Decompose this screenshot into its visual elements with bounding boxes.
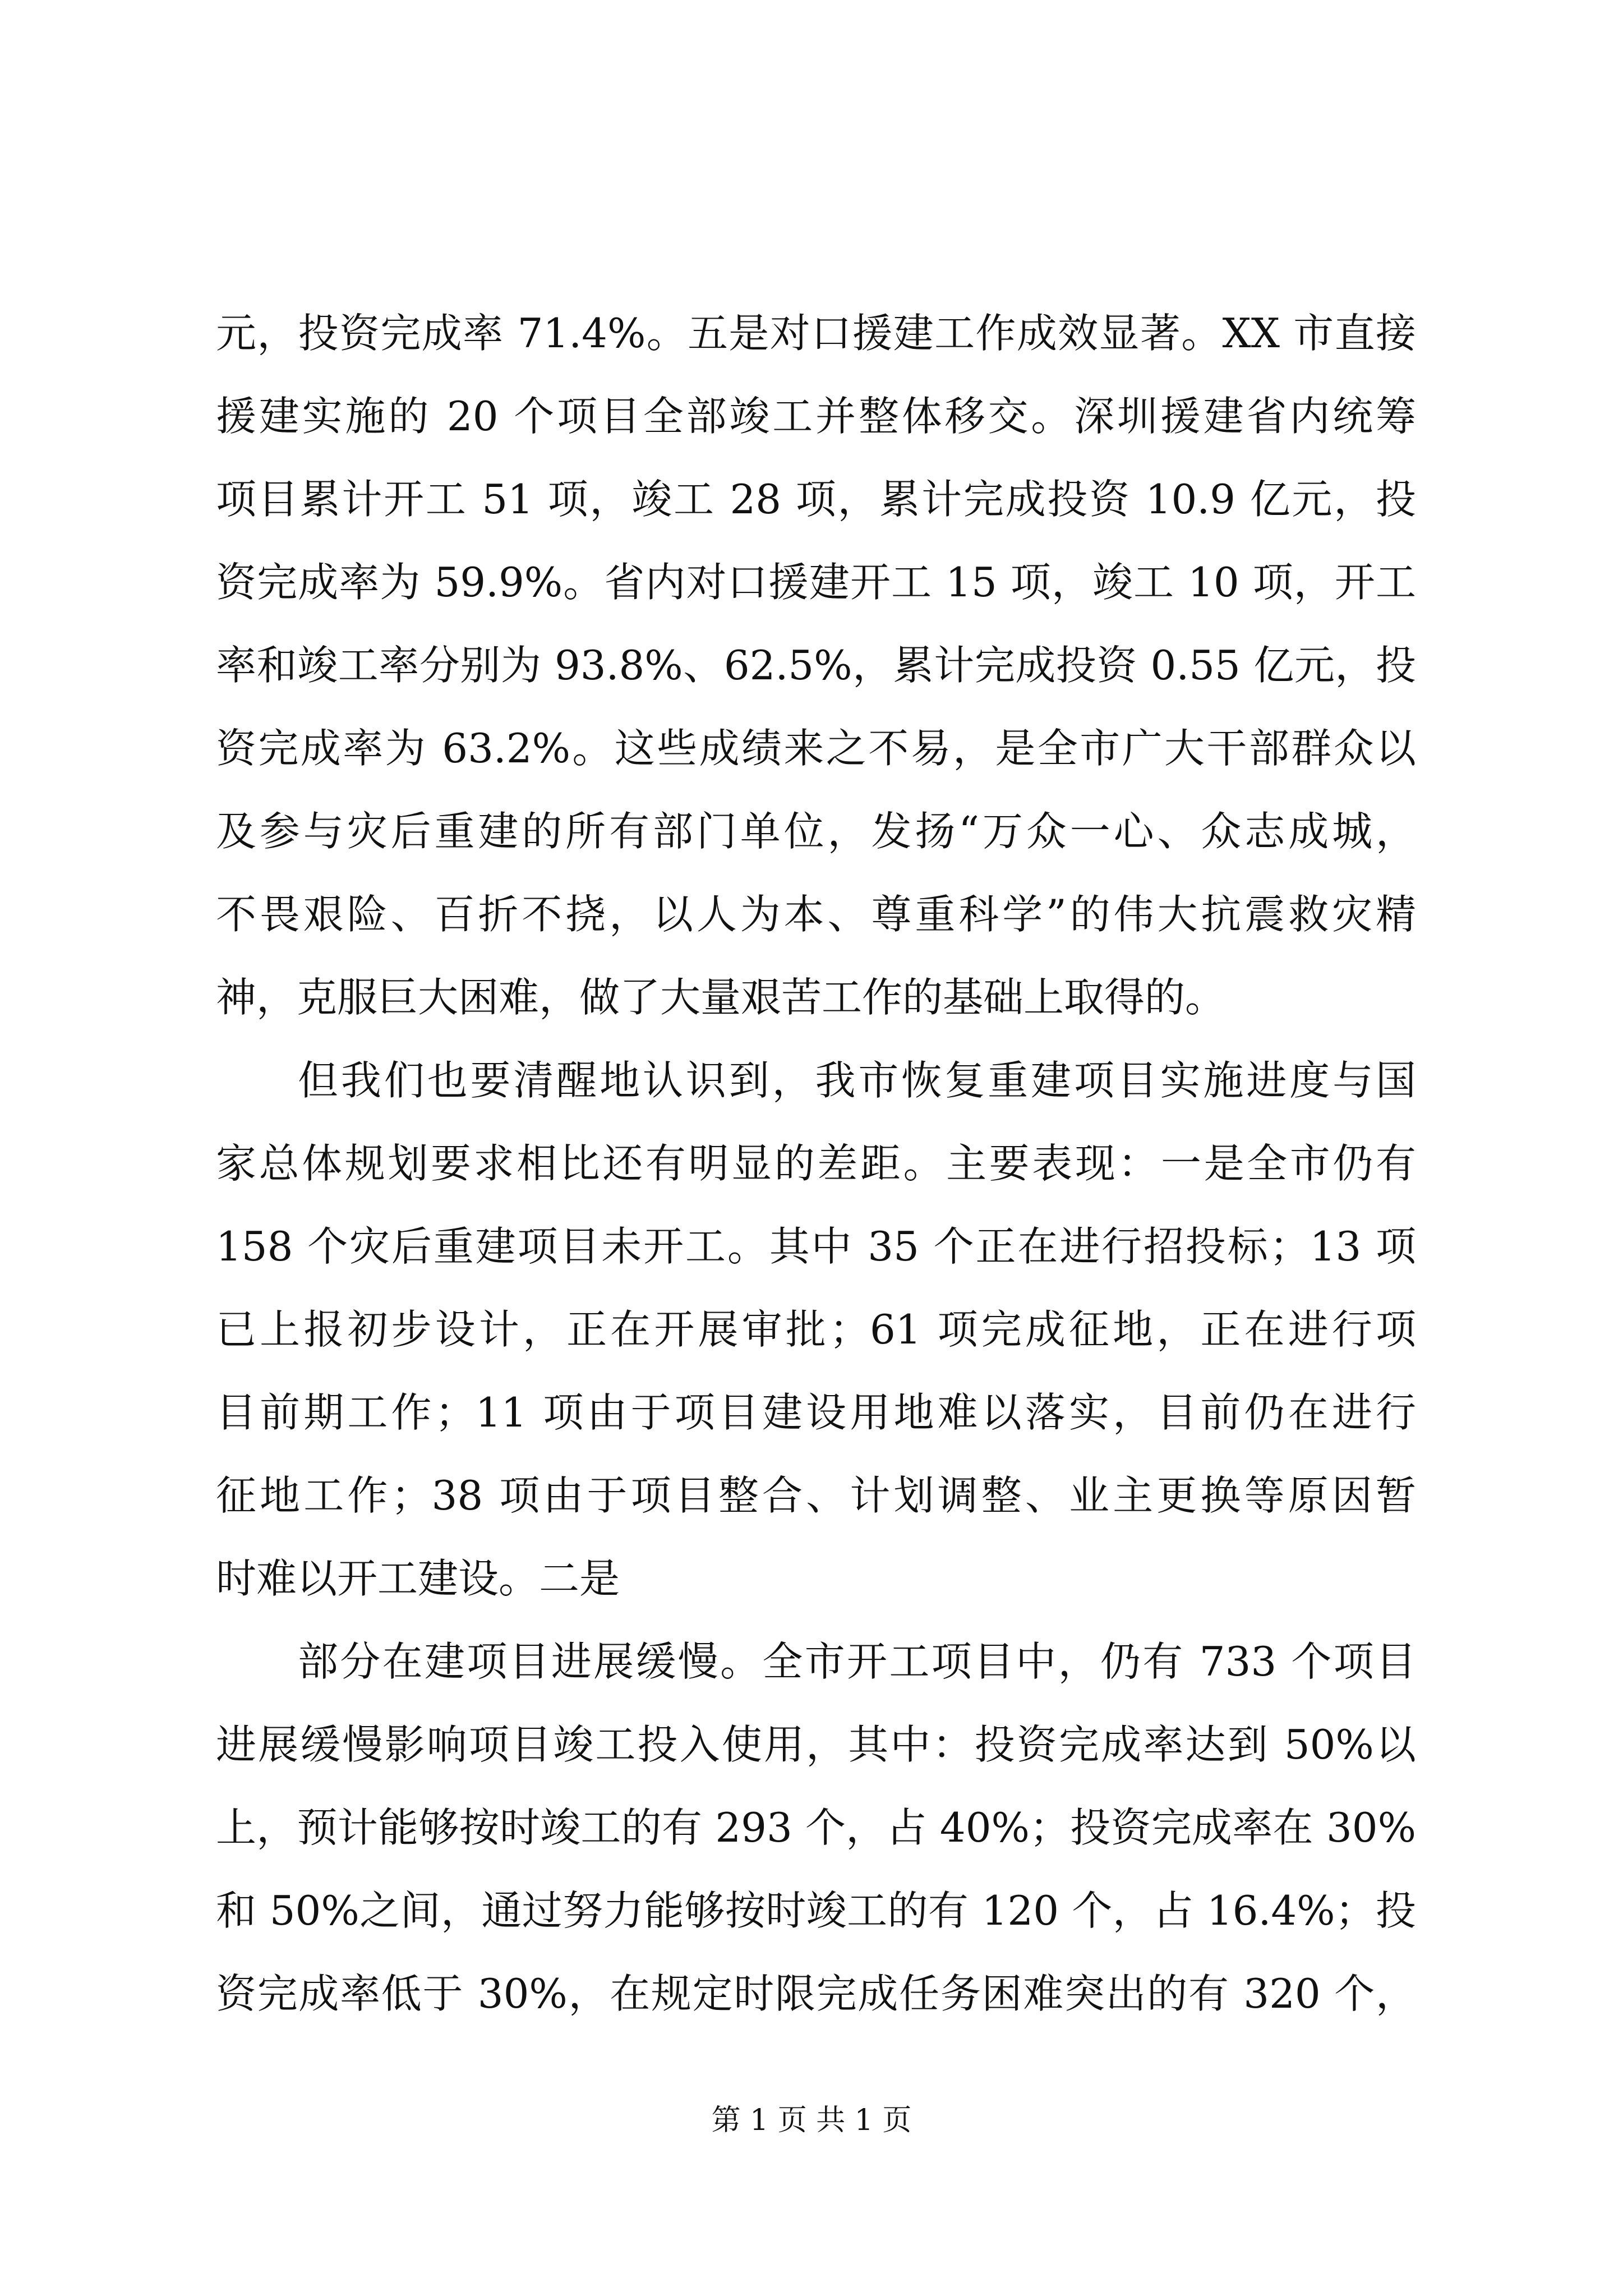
text-line: 部分在建项目进展缓慢。全市开工项目中，仍有 733 个项目 [298, 1638, 1416, 1685]
paragraph-3 [216, 1620, 1416, 2035]
text-line: 上，预计能够按时竣工的有 293 个，占 40%；投资完成率在 30% [216, 1804, 1416, 1851]
text-line: 时难以开工建设。二是 [216, 1555, 620, 1602]
page-footer [0, 2101, 1623, 2140]
text-line: 已上报初步设计，正在开展审批；61 项完成征地，正在进行项 [216, 1306, 1416, 1353]
text-line: 资完成率低于 30%，在规定时限完成任务困难突出的有 320 个， [216, 1970, 1416, 2017]
paragraph-2 [216, 1039, 1416, 1620]
text-line: 征地工作；38 项由于项目整合、计划调整、业主更换等原因暂 [216, 1472, 1416, 1519]
paragraph-1 [216, 292, 1416, 1039]
page-number-label: 第 1 页 共 1 页 [711, 2104, 912, 2137]
text-line: 资完成率为 59.9%。省内对口援建开工 15 项，竣工 10 项，开工 [216, 559, 1416, 606]
text-line: 项目累计开工 51 项，竣工 28 项，累计完成投资 10.9 亿元，投 [216, 476, 1416, 523]
text-line: 但我们也要清醒地认识到，我市恢复重建项目实施进度与国 [298, 1057, 1416, 1104]
text-line: 不畏艰险、百折不挠，以人为本、尊重科学”的伟大抗震救灾精 [216, 891, 1416, 938]
text-line: 率和竣工率分别为 93.8%、62.5%，累计完成投资 0.55 亿元，投 [216, 642, 1416, 689]
text-line: 和 50%之间，通过努力能够按时竣工的有 120 个，占 16.4%；投 [216, 1887, 1416, 1934]
text-line: 神，克服巨大困难，做了大量艰苦工作的基础上取得的。 [216, 974, 1226, 1021]
text-line: 及参与灾后重建的所有部门单位，发扬“万众一心、众志成城， [216, 808, 1416, 855]
text-line: 援建实施的 20 个项目全部竣工并整体移交。深圳援建省内统筹 [216, 393, 1416, 440]
text-line: 进展缓慢影响项目竣工投入使用，其中：投资完成率达到 50%以 [216, 1721, 1416, 1768]
text-line: 158 个灾后重建项目未开工。其中 35 个正在进行招投标；13 项 [216, 1223, 1416, 1270]
text-line: 资完成率为 63.2%。这些成绩来之不易，是全市广大干部群众以 [216, 725, 1416, 772]
text-line: 元，投资完成率 71.4%。五是对口援建工作成效显著。XX 市直接 [216, 310, 1416, 357]
text-line: 家总体规划要求相比还有明显的差距。主要表现：一是全市仍有 [216, 1140, 1416, 1187]
body-text [216, 292, 1416, 2035]
text-line: 目前期工作；11 项由于项目建设用地难以落实，目前仍在进行 [216, 1389, 1416, 1436]
